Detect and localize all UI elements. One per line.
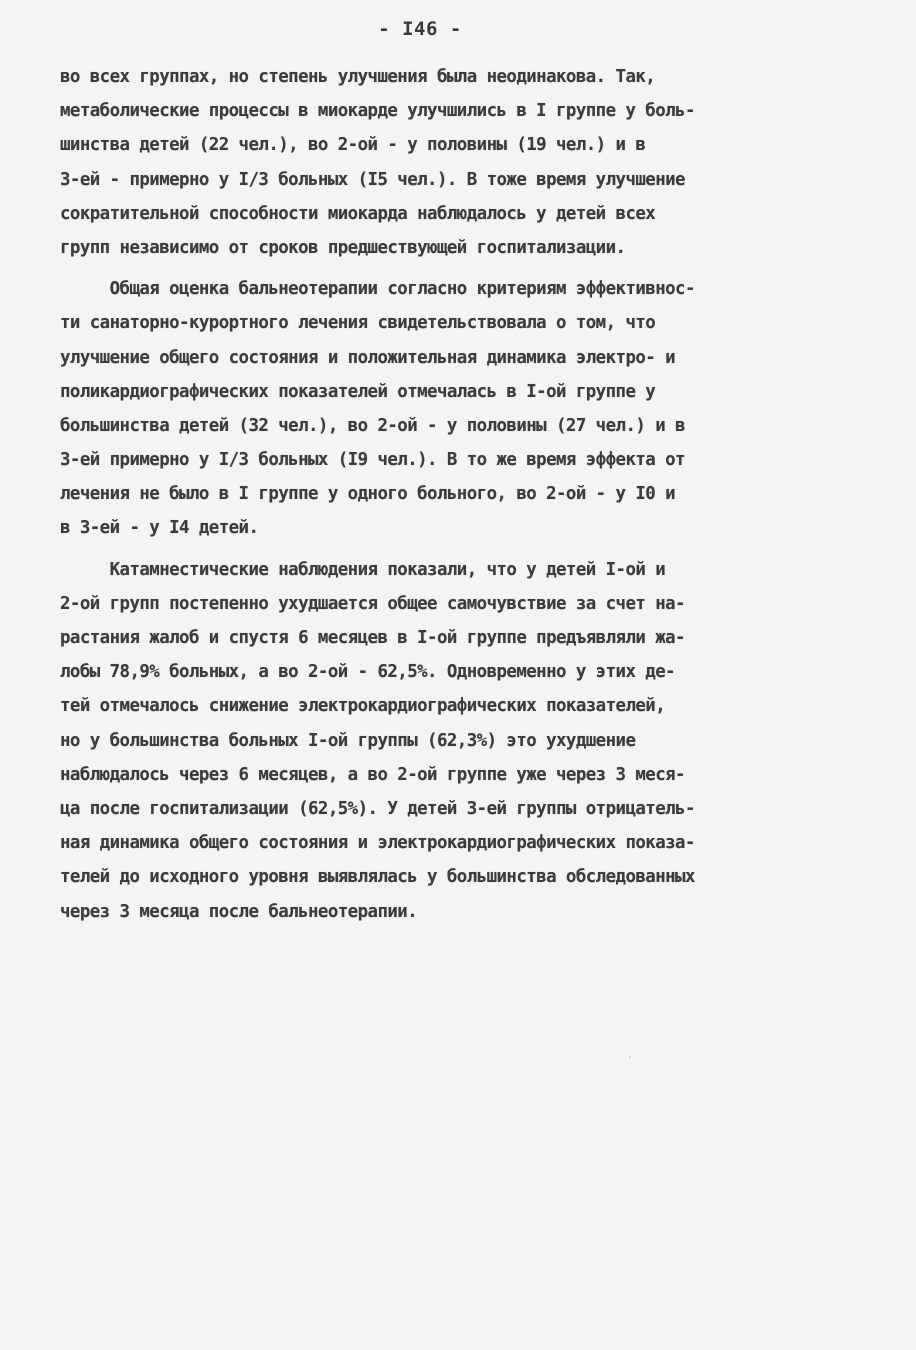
text-line: улучшение общего состояния и положительная динамика электро- и xyxy=(60,347,676,368)
text-line: во всех группах, но степень улучшения была неодинакова. Так, xyxy=(60,67,656,87)
text-line: телей до исходного уровня выявлялась у большинства обследованных xyxy=(60,867,695,888)
text-line: групп независимо от сроков предшествующей госпитализации. xyxy=(60,237,626,258)
paragraph-gap xyxy=(60,265,860,272)
text-line: 2-ой групп постепенно ухудшается общее самочувствие за счет на- xyxy=(60,593,685,614)
text-line: в 3-ей - у I4 детей. xyxy=(60,518,259,539)
text-line: но у большинства больных I-ой группы (62,3%) это ухудшение xyxy=(60,730,636,751)
text-line: метаболические процессы в миокарде улучшились в I группе у боль- xyxy=(60,101,695,122)
text-line: ная динамика общего состояния и электрокардиографических показа- xyxy=(60,833,695,854)
text-line: 3-ей - примерно у I/3 больных (I5 чел.). В тоже время улучшение xyxy=(60,169,685,190)
text-line: через 3 месяца после бальнеотерапии. xyxy=(60,901,418,922)
text-line: 3-ей примерно у I/3 больных (I9 чел.). В то же время эффекта от xyxy=(60,450,685,471)
paragraph-2 xyxy=(60,272,860,546)
text-line: поликардиографических показателей отмечалась в I-ой группе у xyxy=(60,381,656,402)
text-line: большинства детей (32 чел.), во 2-ой - у половины (27 чел.) и в xyxy=(60,415,685,436)
body-text xyxy=(60,60,860,929)
text-line: тей отмечалось снижение электрокардиографических показателей, xyxy=(60,696,666,717)
text-line: ти санаторно-курортного лечения свидетельствовала о том, что xyxy=(60,313,656,334)
text-line: Общая оценка бальнеотерапии согласно критериям эффективнос- xyxy=(60,279,695,300)
paragraph-3 xyxy=(60,553,860,929)
text-line: лечения не было в I группе у одного больного, во 2-ой - у I0 и xyxy=(60,484,676,505)
text-line: наблюдалось через 6 месяцев, а во 2-ой группе уже через 3 меся- xyxy=(60,764,685,785)
text-line: шинства детей (22 чел.), во 2-ой - у половины (19 чел.) и в xyxy=(60,135,646,156)
paragraph-gap xyxy=(60,546,860,553)
text-line: сократительной способности миокарда наблюдалось у детей всех xyxy=(60,203,656,224)
text-line: лобы 78,9% больных, а во 2-ой - 62,5%. Одновременно у этих де- xyxy=(60,662,676,683)
text-line: ца после госпитализации (62,5%). У детей 3-ей группы отрицатель- xyxy=(60,798,695,819)
text-line: Катамнестические наблюдения показали, что у детей I-ой и xyxy=(60,559,666,580)
text-line: растания жалоб и спустя 6 месяцев в I-ой группе предъявляли жа- xyxy=(60,628,685,648)
page-number: - I46 - xyxy=(378,18,462,40)
paragraph-1 xyxy=(60,60,860,265)
